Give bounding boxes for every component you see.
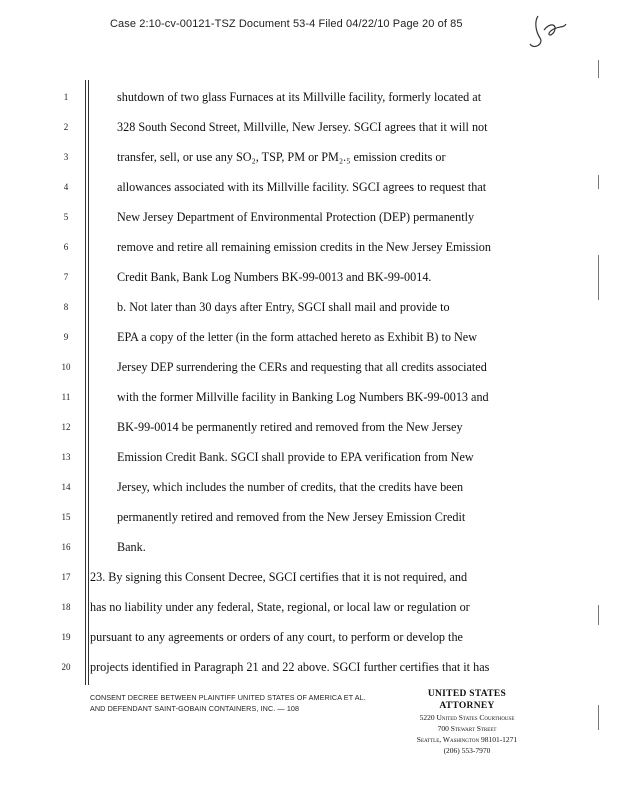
line-number: 6	[63, 242, 69, 252]
line-number: 13	[61, 452, 71, 462]
line-number: 9	[63, 332, 69, 342]
attorney-address-block	[412, 688, 522, 756]
body-text-line: New Jersey Department of Environmental Protection (DEP) permanently	[117, 210, 475, 224]
line-number: 11	[61, 392, 71, 402]
line-number: 2	[63, 122, 69, 132]
address-line: Seattle, Washington 98101-1271	[416, 735, 518, 744]
body-text-line: remove and retire all remaining emission credits in the New Jersey Emission	[117, 240, 491, 254]
footer-caption	[90, 692, 366, 714]
body-text-line: transfer, sell, or use any SO₂, TSP, PM or PM₂.₅ emission credits or	[117, 150, 446, 164]
scan-artifact	[598, 705, 599, 730]
line-number: 14	[61, 482, 71, 492]
line-number: 19	[61, 632, 71, 642]
body-text-line: permanently retired and removed from the New Jersey Emission Credit	[117, 510, 466, 524]
body-text-line: 23. By signing this Consent Decree, SGCI certifies that it is not required, and	[90, 570, 468, 584]
line-number: 1	[63, 92, 69, 102]
body-text-line: Jersey, which includes the number of credits, that the credits have been	[117, 480, 464, 494]
line-number: 5	[63, 212, 69, 222]
line-number: 16	[61, 542, 71, 552]
body-text-line: Emission Credit Bank. SGCI shall provide to EPA verification from New	[117, 450, 474, 464]
body-text-line: Bank.	[117, 540, 146, 554]
body-text-line: has no liability under any federal, State, regional, or local law or regulation or	[90, 600, 470, 614]
address-line: 700 Stewart Street	[437, 724, 497, 733]
line-number: 8	[63, 302, 69, 312]
scan-artifact	[598, 175, 599, 189]
body-text-line: with the former Millville facility in Banking Log Numbers BK-99-0013 and	[117, 390, 489, 404]
body-text-line: 328 South Second Street, Millville, New Jersey. SGCI agrees that it will not	[117, 120, 488, 134]
line-number: 20	[61, 662, 71, 672]
body-text-line: BK-99-0014 be permanently retired and removed from the New Jersey	[117, 420, 463, 434]
line-number: 4	[63, 182, 69, 192]
body-text-line: Jersey DEP surrendering the CERs and requesting that all credits associated	[117, 360, 487, 374]
handwritten-initials	[520, 10, 570, 55]
address-line: 5220 United States Courthouse	[419, 713, 515, 722]
body-text-line: pursuant to any agreements or orders of any court, to perform or develop the	[90, 630, 463, 644]
line-number: 18	[61, 602, 71, 612]
scan-artifact	[598, 255, 599, 300]
line-number: 17	[61, 572, 71, 582]
attorney-title: UNITED STATES ATTORNEY	[427, 689, 507, 711]
footer-caption-line: AND DEFENDANT SAINT-GOBAIN CONTAINERS, INC. — 108	[90, 704, 300, 713]
left-margin-rule	[85, 80, 86, 685]
body-text-line: Credit Bank, Bank Log Numbers BK-99-0013 and BK-99-0014.	[117, 270, 432, 284]
address-line: (206) 553-7970	[443, 746, 491, 755]
line-number: 12	[61, 422, 71, 432]
line-number: 15	[61, 512, 71, 522]
line-number: 3	[63, 152, 69, 162]
body-text-line: b. Not later than 30 days after Entry, SGCI shall mail and provide to	[117, 300, 450, 314]
scan-artifact	[598, 605, 599, 625]
body-text-line: projects identified in Paragraph 21 and 22 above. SGCI further certifies that it has	[90, 660, 490, 674]
body-text-line: shutdown of two glass Furnaces at its Millville facility, formerly located at	[117, 90, 482, 104]
footer-caption-line: CONSENT DECREE BETWEEN PLAINTIFF UNITED STATES OF AMERICA ET AL.	[90, 693, 366, 702]
line-number: 10	[61, 362, 71, 372]
line-number: 7	[63, 272, 69, 282]
scan-artifact	[598, 60, 599, 78]
case-header: Case 2:10-cv-00121-TSZ Document 53-4 Filed 04/22/10 Page 20 of 85	[110, 18, 463, 30]
body-text-line: allowances associated with its Millville facility. SGCI agrees to request that	[117, 180, 487, 194]
body-text-line: EPA a copy of the letter (in the form attached hereto as Exhibit B) to New	[117, 330, 477, 344]
left-margin-rule-inner	[88, 80, 89, 685]
